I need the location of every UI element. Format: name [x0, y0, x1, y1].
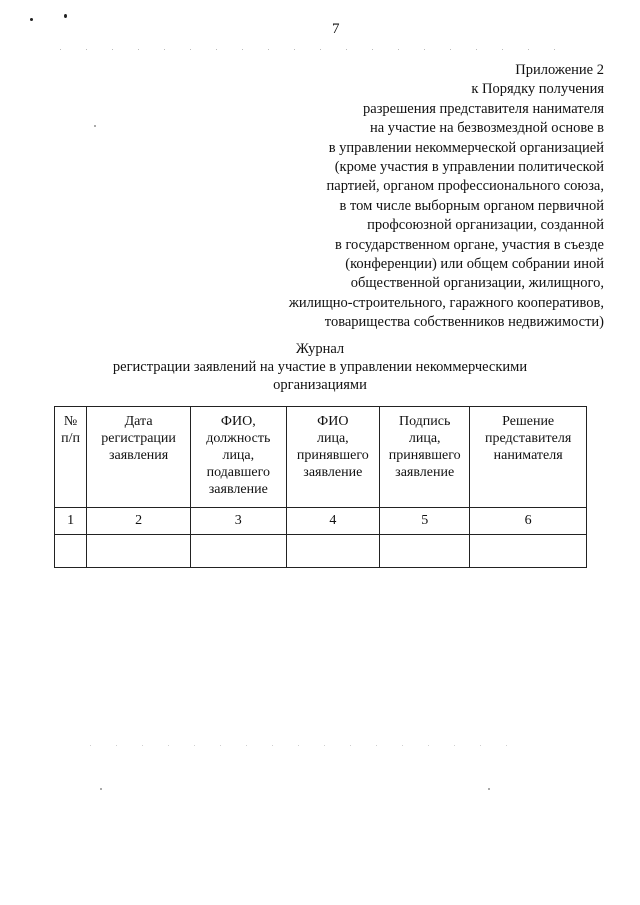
empty-cell — [55, 535, 87, 568]
header-cell-receiver — [286, 407, 380, 508]
header-text: п/п — [61, 431, 80, 446]
header-text: лица, — [222, 448, 255, 463]
annex-header — [184, 61, 604, 333]
page-number: 7 — [332, 21, 340, 37]
annex-line: в государственном органе, участия в съезде — [334, 236, 604, 253]
header-text: Подпись — [398, 414, 451, 429]
header-text: нанимателя — [493, 448, 563, 463]
header-text: представителя — [485, 431, 572, 446]
column-number-cell: 2 — [87, 508, 191, 535]
header-cell-date — [87, 407, 191, 508]
journal-title: Журнал — [295, 341, 345, 357]
journal-heading — [60, 340, 580, 394]
scan-dotted-line — [60, 49, 580, 50]
annex-line: на участие на безвозмездной основе в — [369, 120, 604, 137]
annex-line: (конференции) или общем собрании иной — [345, 256, 604, 273]
table-empty-row — [55, 535, 587, 568]
header-text: принявшего — [296, 448, 369, 463]
header-text: должность — [206, 431, 271, 446]
scan-dotted-line — [90, 745, 530, 746]
annex-line: товарищества собственников недвижимости) — [324, 314, 604, 331]
header-text: заявление — [395, 465, 455, 480]
annex-line: (кроме участия в управлении политической — [334, 159, 604, 176]
annex-line: к Порядку получения — [471, 81, 604, 98]
header-text: Дата — [124, 414, 153, 429]
header-cell-signature — [380, 407, 470, 508]
column-number-cell: 5 — [380, 508, 470, 535]
annex-line: разрешения представителя нанимателя — [363, 100, 604, 117]
header-text: заявление — [303, 465, 363, 480]
header-text: заявления — [108, 448, 169, 463]
registration-table — [54, 406, 587, 568]
header-cell-applicant — [191, 407, 287, 508]
scan-speck — [30, 18, 33, 21]
scan-speck — [94, 125, 96, 127]
scan-speck — [64, 14, 67, 18]
annex-line: общественной организации, жилищного, — [350, 275, 604, 292]
empty-cell — [87, 535, 191, 568]
annex-line: в управлении некоммерческой организацией — [328, 139, 604, 156]
header-cell-decision — [470, 407, 587, 508]
header-text: лица, — [408, 431, 441, 446]
header-text: ФИО — [317, 414, 349, 429]
header-cell-number — [55, 407, 87, 508]
column-number-cell: 1 — [55, 508, 87, 535]
header-text: Решение — [502, 414, 555, 429]
header-text: регистрации — [101, 431, 176, 446]
empty-cell — [191, 535, 287, 568]
header-text: лица, — [316, 431, 349, 446]
annex-line: Приложение 2 — [515, 62, 604, 78]
header-text: ФИО, — [220, 414, 256, 429]
scan-speck — [100, 788, 102, 790]
column-number-cell: 3 — [191, 508, 287, 535]
empty-cell — [380, 535, 470, 568]
header-text: заявление — [208, 482, 268, 497]
journal-subtitle-line: организациями — [273, 377, 367, 393]
header-text: подавшего — [206, 465, 271, 480]
empty-cell — [286, 535, 380, 568]
column-number-cell: 4 — [286, 508, 380, 535]
annex-line: профсоюзной организации, созданной — [367, 217, 604, 234]
column-number-cell: 6 — [470, 508, 587, 535]
annex-line: в том числе выборным органом первичной — [339, 197, 604, 214]
table-header-row — [55, 407, 587, 508]
scan-speck — [488, 788, 490, 790]
annex-line: партией, органом профессионального союза, — [326, 178, 604, 195]
header-text: № — [63, 414, 78, 429]
empty-cell — [470, 535, 587, 568]
annex-line: жилищно-строительного, гаражного кооперативов, — [288, 294, 604, 311]
header-text: принявшего — [388, 448, 461, 463]
table-number-row — [55, 508, 587, 535]
journal-subtitle-line: регистрации заявлений на участие в управлении некоммерческими — [112, 359, 528, 375]
